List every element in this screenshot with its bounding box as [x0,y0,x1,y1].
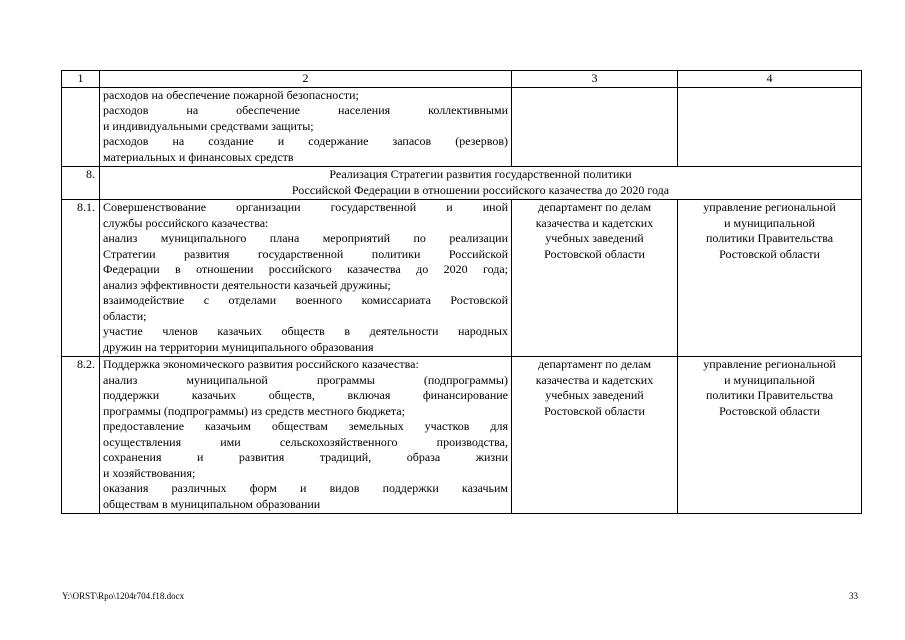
footer-file-path: Y:\ORST\Rpo\1204r704.f18.docx [62,591,185,601]
text-line: Совершенствование организации государственной и иной [103,200,508,214]
executor-line: департамент по делам [537,200,652,214]
header-cell-1: 1 [62,71,100,88]
row-number-empty [62,87,100,167]
text-line: поддержки казачьих обществ, включая финансирование [103,388,508,402]
text-line: осуществления ими сельскохозяйственного производства, [103,434,508,449]
executor-line: учебных заведений [545,388,644,402]
text-line: взаимодействие с отделами военного комиссариата Ростовской [103,293,508,307]
text-line: области; [103,308,147,323]
row-number: 8.1. [62,200,100,357]
executor-line: департамент по делам [537,357,652,371]
section-title-line: Реализация Стратегии развития государственной политики [329,167,632,181]
text-line: программы (подпрограммы) из средств местного бюджета; [103,403,405,418]
executor-cell-empty [512,87,678,167]
coexecutor-line: и муниципальной [724,215,815,230]
header-cell-2: 2 [100,71,512,88]
executor-line: казачества и кадетских [535,372,654,387]
text-line: участие членов казачьих обществ в деятельности народных [103,324,508,338]
coexecutor-line: Ростовской области [719,403,820,418]
measure-description [100,200,512,357]
text-line: Поддержка экономического развития российского казачества: [103,357,419,371]
text-line: оказания различных форм и видов поддержки казачьим [103,481,508,495]
executor-cell [512,357,678,514]
header-cell-4: 4 [678,71,862,88]
coexecutor-cell [678,200,862,357]
executor-line: Ростовской области [544,246,645,261]
coexecutor-cell-empty [678,87,862,167]
text-line: анализ муниципального плана мероприятий по реализации [103,231,508,245]
table-row-continuation [62,87,862,167]
header-cell-3: 3 [512,71,678,88]
executor-line: Ростовской области [544,403,645,418]
text-line: службы российского казачества: [103,215,269,230]
text-line: расходов на обеспечение пожарной безопасности; [103,87,359,102]
text-line: сохранения и развития традиций, образа жизни [103,450,508,464]
text-line: Федерации в отношении российского казачества до 2020 года; [103,262,508,276]
coexecutor-line: политики Правительства [705,388,834,402]
page-number: 33 [849,591,858,601]
text-line: Стратегии развития государственной политики Российской [103,246,508,261]
coexecutor-line: политики Правительства [705,231,834,245]
table-row-8-1 [62,200,862,357]
executor-cell [512,200,678,357]
text-line: и хозяйствования; [103,465,196,480]
text-line: материальных и финансовых средств [103,149,294,164]
section-title [100,167,862,200]
coexecutor-line: управление региональной [703,357,836,371]
text-line: и индивидуальными средствами защиты; [103,118,314,133]
measure-description [100,357,512,514]
text-line: расходов на создание и содержание запасов (резервов) [103,134,508,148]
text-line: расходов на обеспечение населения коллективными [103,103,508,117]
coexecutor-cell [678,357,862,514]
table-header-row [62,71,862,88]
measures-table [61,70,862,514]
text-line: анализ эффективности деятельности казачьей дружины; [103,277,391,292]
executor-line: казачества и кадетских [535,215,654,230]
coexecutor-line: Ростовской области [719,246,820,261]
section-title-line: Российской Федерации в отношении российского казачества до 2020 года [291,182,670,197]
executor-line: учебных заведений [545,231,644,245]
text-line: обществам в муниципальном образовании [103,496,321,511]
section-row-8 [62,167,862,200]
text-line: анализ муниципальной программы (подпрограммы) [103,372,508,387]
section-number: 8. [62,167,100,200]
measure-description [100,87,512,167]
text-line: предоставление казачьим обществам земельных участков для [103,419,508,433]
coexecutor-line: и муниципальной [724,372,815,387]
text-line: дружин на территории муниципального образования [103,339,374,354]
table-row-8-2 [62,357,862,514]
coexecutor-line: управление региональной [703,200,836,214]
row-number: 8.2. [62,357,100,514]
